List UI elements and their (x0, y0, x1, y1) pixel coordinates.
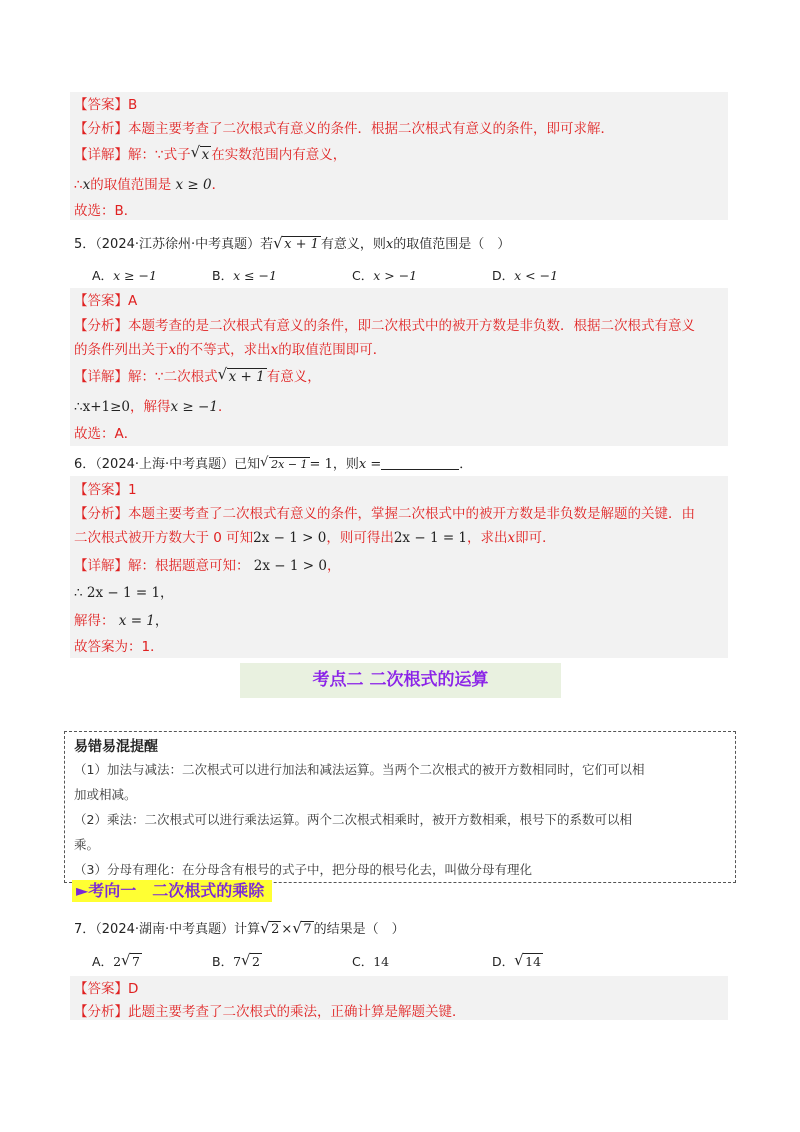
q6-answer-blank[interactable] (381, 457, 459, 470)
q4-detail-post: 在实数范围内有意义， (211, 147, 347, 163)
q7-option-a[interactable]: A．2 √ 7 (92, 951, 140, 969)
q5-step-result: x ≥ −1 (170, 399, 218, 415)
q4-concl-post: ． (211, 177, 226, 193)
q7-analysis: 【分析】此题主要考查了二次根式的乘法，正确计算是解题关键． (74, 1004, 466, 1020)
q5-answer: 【答案】A (74, 293, 138, 309)
tips-title: 易错易混提醒 (74, 739, 158, 755)
q7-option-b[interactable]: B．7 √ 2 (212, 951, 260, 969)
q5-step: ∴x+1≥0，解得x ≥ −1． (74, 399, 232, 415)
tips-line-1: （1）加法与减法：二次根式可以进行加法和减法运算。当两个二次根式的被开方数相同时，它们可以相 (74, 762, 645, 777)
q6-final: 故答案为：1． (74, 639, 164, 655)
q7-option-d[interactable]: D． √ 14 (492, 951, 542, 969)
q6-step-1: ∴ 2x − 1 = 1， (74, 585, 174, 601)
direction-heading: ►考向一 二次根式的乘除 (72, 880, 272, 902)
q5-option-a[interactable]: A．x ≥ −1 (92, 268, 157, 283)
q5-detail: 【详解】解：∵二次根式 √ x + 1 有意义， (74, 365, 321, 385)
tips-line-2: 加或相减。 (74, 787, 137, 802)
q7-radical-1: √ 2 (260, 919, 280, 937)
tips-line-4: 乘。 (74, 837, 100, 852)
q5-stem-post: 的取值范围是（ ） (393, 237, 511, 252)
q4-concl-mid: 的取值范围是 (90, 177, 172, 193)
q4-concl-expr: x ≥ 0 (175, 177, 212, 193)
q4-analysis: 【分析】本题主要考查了二次根式有意义的条件．根据二次根式有意义的条件，即可求解． (74, 121, 614, 137)
q7-stem: 7．（2024·湖南·中考真题）计算 √ 2 × √ 7 的结果是（ ） (74, 919, 405, 937)
q4-therefore: ∴ (74, 177, 83, 193)
q4-detail-radical: √ x (190, 143, 210, 163)
section-title: 考点二 二次根式的运算 (312, 670, 489, 690)
q4-detail-pre: 【详解】解：∵式子 (74, 147, 191, 163)
q7-option-c[interactable]: C．14 (352, 954, 390, 969)
q5-stem-var: x (385, 237, 394, 252)
q4-var: x (82, 177, 91, 193)
q4-answer: 【答案】B (74, 97, 138, 113)
q7-answer: 【答案】D (74, 981, 139, 997)
q6-detail: 【详解】解：根据题意可知： 2x − 1 > 0， (74, 558, 341, 574)
q5-option-b[interactable]: B．x ≤ −1 (212, 268, 277, 283)
q5-step-expr: ∴x+1≥0 (74, 399, 131, 415)
q5-analysis-2: 的条件列出关于x的不等式，求出x的取值范围即可． (74, 342, 387, 358)
section-title-band (240, 663, 561, 698)
q6-analysis-1: 【分析】本题主要考查了二次根式有意义的条件，掌握二次根式中的被开方数是非负数是解题的关键．由 (74, 506, 695, 522)
q6-stem-radical: √ 2x − 1 (260, 455, 308, 471)
q5-answer-block (70, 288, 728, 446)
q5-stem-pre: 5．（2024·江苏徐州·中考真题）若 (74, 237, 274, 252)
q4-conclusion (74, 176, 225, 194)
q4-choice: 故选：B． (74, 203, 138, 219)
tips-line-5: （3）分母有理化：在分母含有根号的式子中，把分母的根号化去，叫做分母有理化 (74, 862, 532, 877)
q6-analysis-2: 二次根式被开方数大于 0 可知2x − 1 > 0，则可得出2x − 1 = 1，求出x即可． (74, 530, 556, 546)
q5-analysis-1: 【分析】本题考查的是二次根式有意义的条件，即二次根式中的被开方数是非负数．根据二次根式有意义 (74, 318, 695, 334)
q6-stem: 6．（2024·上海·中考真题）已知 √ 2x − 1 = 1，则x = ． (74, 455, 473, 472)
q5-stem (74, 233, 510, 252)
q5-choice: 故选：A． (74, 426, 138, 442)
q5-option-c[interactable]: C．x > −1 (352, 268, 418, 283)
q6-answer: 【答案】1 (74, 482, 137, 498)
q7-radical-2: √ 7 (292, 919, 312, 937)
q6-step-2: 解得： x = 1， (74, 613, 169, 629)
tips-line-3: （2）乘法：二次根式可以进行乘法运算。两个二次根式相乘时，被开方数相乘，根号下的系数可以相 (74, 812, 632, 827)
q5-stem-radical: √ x + 1 (273, 234, 319, 252)
q5-option-d[interactable]: D．x < −1 (492, 268, 559, 283)
q4-detail (74, 143, 347, 164)
q5-detail-radical: √ x + 1 (217, 365, 265, 385)
q5-stem-mid: 有意义，则 (320, 237, 386, 252)
